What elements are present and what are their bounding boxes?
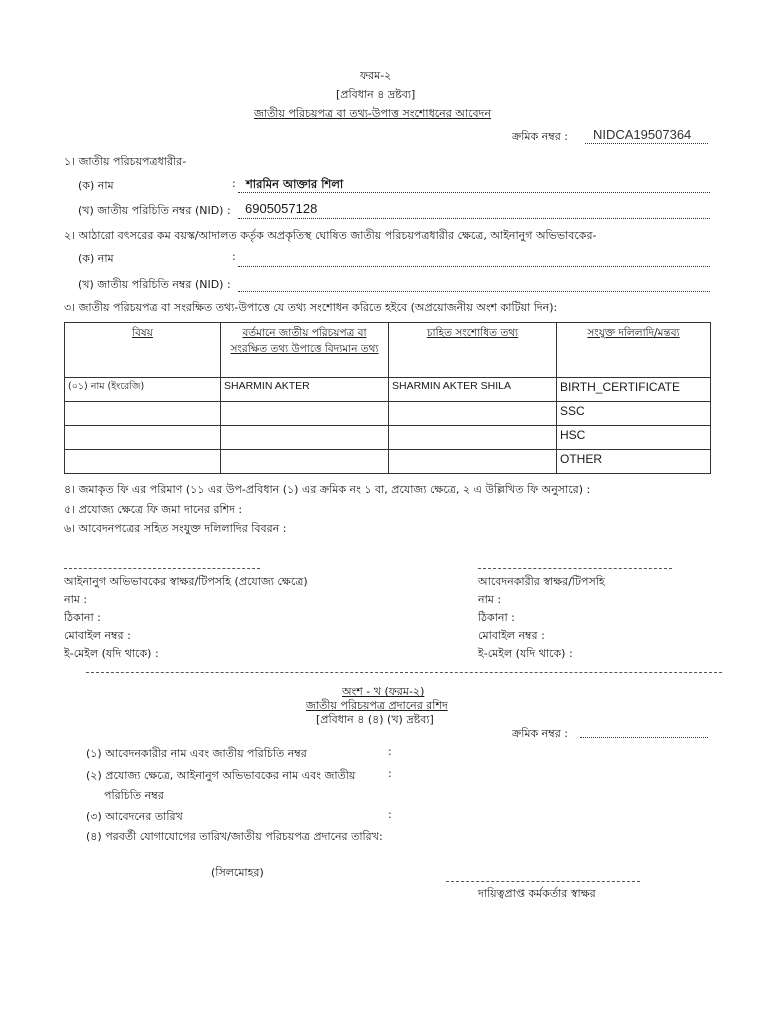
applicant-mobile-field: মোবাইল নম্বর : xyxy=(478,629,545,642)
guardian-mobile-field: মোবাইল নম্বর : xyxy=(64,629,131,642)
section-6-attachments: ৬। আবেদনপত্রের সহিত সংযুক্ত দলিলাদির বিবরন : xyxy=(64,522,287,535)
tear-off-divider xyxy=(86,672,722,673)
section-2-heading: ২। আঠারো বৎসরের কম বয়স্ক/আদালত কর্তৃক অপ্রকৃতিস্থ ঘোষিত জাতীয় পরিচয়পত্রধারীর ক্ষেত্রে, আইনানুগ অভিভাবকের- xyxy=(64,229,597,242)
table-row xyxy=(65,450,711,474)
holder-name-label: (ক) নাম xyxy=(78,179,114,192)
column-header-existing-info: বর্তমানে জাতীয় পরিচয়পত্র বা সংরক্ষিত তথ্য উপাত্তে বিদ্যমান তথ্য xyxy=(221,323,389,378)
guardian-name-dotted-line xyxy=(238,266,710,267)
officer-signature-label: দায়িত্বপ্রাপ্ত কর্মকর্তার স্বাক্ষর xyxy=(478,887,596,900)
table-header-row xyxy=(65,323,711,378)
receipt-item-3: (৩) আবেদনের তারিখ xyxy=(86,810,183,823)
guardian-signature-line xyxy=(64,568,260,569)
guardian-name-colon: : xyxy=(232,250,236,263)
table-cell: SSC xyxy=(557,402,711,426)
receipt-part-title: অংশ - খ (ফরম-২) xyxy=(342,685,425,698)
receipt-item-2: (২) প্রযোজ্য ক্ষেত্রে, আইনানুগ অভিভাবকের নাম এবং জাতীয় xyxy=(86,769,356,782)
form-title: ফরম-২ xyxy=(360,69,392,82)
table-cell: HSC xyxy=(557,426,711,450)
holder-nid-value: 6905057128 xyxy=(245,201,318,216)
holder-name-value: শারমিন আক্তার শিলা xyxy=(246,177,344,191)
table-cell xyxy=(65,426,221,450)
receipt-rule-reference: [প্রবিধান ৪ (৪) (খ) দ্রষ্টব্য] xyxy=(316,713,434,726)
applicant-address-field: ঠিকানা : xyxy=(478,611,515,624)
table-row xyxy=(65,402,711,426)
holder-name-colon: : xyxy=(232,177,236,190)
table-cell: SHARMIN AKTER xyxy=(221,378,389,402)
table-cell xyxy=(65,402,221,426)
table-cell: BIRTH_CERTIFICATE xyxy=(557,378,711,402)
table-row xyxy=(65,426,711,450)
table-cell xyxy=(389,450,557,474)
guardian-name-field: নাম : xyxy=(64,593,88,606)
receipt-item-2-continued: পরিচিতি নম্বর xyxy=(104,789,164,802)
officer-signature-line xyxy=(446,881,640,882)
column-header-subject: বিষয় xyxy=(65,323,221,378)
seal-label: (সিলমোহর) xyxy=(211,866,264,879)
receipt-item-1-colon: : xyxy=(388,745,392,758)
holder-name-dotted-line xyxy=(238,192,710,193)
table-cell xyxy=(389,402,557,426)
serial-dotted-line xyxy=(585,143,708,144)
applicant-signature-line xyxy=(478,568,672,569)
table-cell: SHARMIN AKTER SHILA xyxy=(389,378,557,402)
table-cell xyxy=(221,402,389,426)
guardian-nid-label: (খ) জাতীয় পরিচিতি নম্বর (NID) : xyxy=(78,278,231,291)
column-header-attachments: সংযুক্ত দলিলাদি/মন্তব্য xyxy=(557,323,711,378)
serial-number: NIDCA19507364 xyxy=(593,127,692,142)
receipt-title: জাতীয় পরিচয়পত্র প্রদানের রশিদ xyxy=(306,699,448,712)
correction-table xyxy=(64,322,711,474)
table-cell xyxy=(221,450,389,474)
section-3-heading: ৩। জাতীয় পরিচয়পত্র বা সংরক্ষিত তথ্য-উপাত্তে যে তথ্য সংশোধন করিতে হইবে (অপ্রয়োজনীয় অংশ কাটিয়া দিন): xyxy=(64,301,558,314)
section-4-fee: ৪। জমাকৃত ফি এর পরিমাণ (১১ এর উপ-প্রবিধান (১) এর ক্রমিক নং ১ বা, প্রযোজ্য ক্ষেত্রে, ২ এ উল্লিখিত ফি অনুসারে) : xyxy=(64,483,591,496)
applicant-signature-label: আবেদনকারীর স্বাক্ষর/টিপসহি xyxy=(478,575,605,588)
rule-reference: [প্রবিধান ৪ দ্রষ্টব্য] xyxy=(336,88,416,101)
section-5-receipt: ৫। প্রযোজ্য ক্ষেত্রে ফি জমা দানের রশিদ : xyxy=(64,503,243,516)
serial-label: ক্রমিক নম্বর : xyxy=(512,130,568,143)
guardian-signature-label: আইনানুগ অভিভাবকের স্বাক্ষর/টিপসহি (প্রযোজ্য ক্ষেত্রে) xyxy=(64,575,308,588)
guardian-email-field: ই-মেইল (যদি থাকে) : xyxy=(64,647,159,660)
section-1-heading: ১। জাতীয় পরিচয়পত্রধারীর- xyxy=(64,155,187,168)
applicant-name-field: নাম : xyxy=(478,593,502,606)
page-title: জাতীয় পরিচয়পত্র বা তথ্য-উপাত্ত সংশোধনের আবেদন xyxy=(254,107,492,120)
receipt-item-3-colon: : xyxy=(388,808,392,821)
guardian-nid-dotted-line xyxy=(238,291,710,292)
receipt-item-4: (৪) পরবর্তী যোগাযোগের তারিখ/জাতীয় পরিচয়পত্র প্রদানের তারিখ: xyxy=(86,830,383,843)
guardian-address-field: ঠিকানা : xyxy=(64,611,101,624)
table-cell: OTHER xyxy=(557,450,711,474)
table-row xyxy=(65,378,711,402)
table-cell xyxy=(389,426,557,450)
applicant-email-field: ই-মেইল (যদি থাকে) : xyxy=(478,647,573,660)
table-cell xyxy=(65,450,221,474)
holder-nid-dotted-line xyxy=(238,218,710,219)
receipt-serial-label: ক্রমিক নম্বর : xyxy=(512,727,568,740)
receipt-serial-dotted-line xyxy=(580,737,708,738)
receipt-item-2-colon: : xyxy=(388,767,392,780)
column-header-requested-info: চাহিত সংশোধিত তথ্য xyxy=(389,323,557,378)
table-cell: (০১) নাম (ইংরেজি) xyxy=(65,378,221,402)
table-cell xyxy=(221,426,389,450)
guardian-name-label: (ক) নাম xyxy=(78,252,114,265)
receipt-item-1: (১) আবেদনকারীর নাম এবং জাতীয় পরিচিতি নম্বর xyxy=(86,747,307,760)
holder-nid-label: (খ) জাতীয় পরিচিতি নম্বর (NID) : xyxy=(78,204,231,217)
